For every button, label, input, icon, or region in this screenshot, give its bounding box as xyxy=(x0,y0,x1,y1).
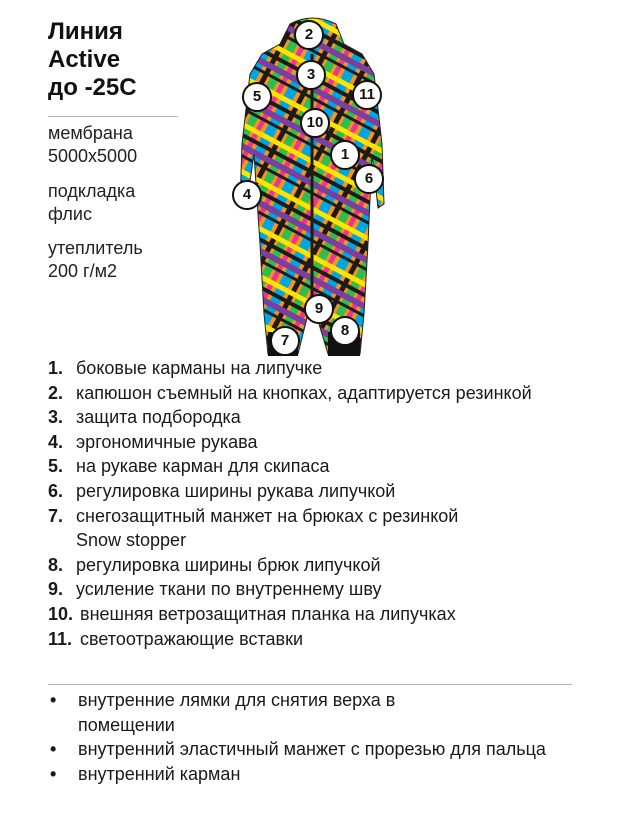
spec-lining xyxy=(48,180,135,226)
feature-text: капюшон съемный на кнопках, адаптируется резинкой xyxy=(76,382,532,403)
title-line-2: Active xyxy=(48,46,121,73)
feature-number: 9. xyxy=(48,579,64,600)
callout-3: 3 xyxy=(296,60,326,90)
feature-text: защита подбородка xyxy=(76,407,241,428)
feature-text: регулировка ширины брюк липучкой xyxy=(76,554,381,575)
spec-label: мембрана xyxy=(48,123,133,143)
bullet: • xyxy=(50,690,57,710)
feature-number: 10. xyxy=(48,603,74,624)
feature-item xyxy=(48,553,578,578)
extra-item xyxy=(48,688,578,737)
callout-11: 11 xyxy=(352,80,382,110)
feature-text: боковые карманы на липучке xyxy=(76,358,323,378)
extra-item xyxy=(48,762,578,787)
feature-text: внешняя ветрозащитная планка на липучках xyxy=(80,603,456,624)
feature-item xyxy=(48,627,578,652)
feature-item xyxy=(48,405,578,430)
callout-5: 5 xyxy=(242,82,272,112)
spec-label: утеплитель xyxy=(48,238,143,258)
spec-label: подкладка xyxy=(48,181,136,201)
bullet: • xyxy=(50,763,57,784)
extra-item xyxy=(48,737,578,762)
features-divider xyxy=(48,684,572,685)
feature-number: 6. xyxy=(48,480,64,501)
feature-item xyxy=(48,602,578,627)
feature-number: 4. xyxy=(48,431,64,452)
extra-text: внутренний эластичный манжет с прорезью для пальца xyxy=(78,739,546,760)
title-line-1: Линия xyxy=(48,18,123,45)
extra-text: внутренний карман xyxy=(78,763,241,784)
spec-value: флис xyxy=(48,204,92,224)
extra-text: внутренние лямки для снятия верха в помещении xyxy=(78,690,396,735)
feature-text: светоотражающие вставки xyxy=(80,628,304,649)
spec-value: 5000х5000 xyxy=(48,146,138,166)
feature-text: усиление ткани по внутреннему шву xyxy=(76,579,382,600)
callout-1: 1 xyxy=(330,140,360,170)
bullet: • xyxy=(50,739,57,760)
callout-2: 2 xyxy=(294,20,324,50)
feature-text: снегозащитный манжет на брюках с резинкой Snow stopper xyxy=(76,505,459,551)
feature-item xyxy=(48,454,578,479)
title-line-3: до -25С xyxy=(48,74,137,101)
callout-10: 10 xyxy=(300,108,330,138)
feature-item xyxy=(48,381,578,406)
feature-item xyxy=(48,504,578,553)
callout-6: 6 xyxy=(354,164,384,194)
product-image xyxy=(232,14,392,360)
feature-number: 5. xyxy=(48,456,64,477)
callout-4: 4 xyxy=(232,180,262,210)
callout-9: 9 xyxy=(304,294,334,324)
feature-number: 2. xyxy=(48,382,64,403)
title-divider xyxy=(48,116,178,117)
callout-8: 8 xyxy=(330,316,360,346)
feature-number: 1. xyxy=(48,358,64,378)
feature-number: 11. xyxy=(48,628,73,649)
spec-insulation xyxy=(48,237,143,283)
feature-text: регулировка ширины рукава липучкой xyxy=(76,480,396,501)
spec-value: 200 г/м2 xyxy=(48,261,117,281)
spec-membrane xyxy=(48,122,137,168)
feature-number: 7. xyxy=(48,505,64,526)
feature-item xyxy=(48,479,578,504)
feature-item xyxy=(48,356,578,381)
feature-text: на рукаве карман для скипаса xyxy=(76,456,330,477)
feature-item xyxy=(48,577,578,602)
features-list xyxy=(48,356,578,651)
feature-number: 3. xyxy=(48,407,64,428)
feature-text: эргономичные рукава xyxy=(76,431,258,452)
collection-title xyxy=(48,18,137,102)
feature-item xyxy=(48,430,578,455)
callout-7: 7 xyxy=(270,326,300,356)
feature-number: 8. xyxy=(48,554,64,575)
extras-list xyxy=(48,688,578,786)
